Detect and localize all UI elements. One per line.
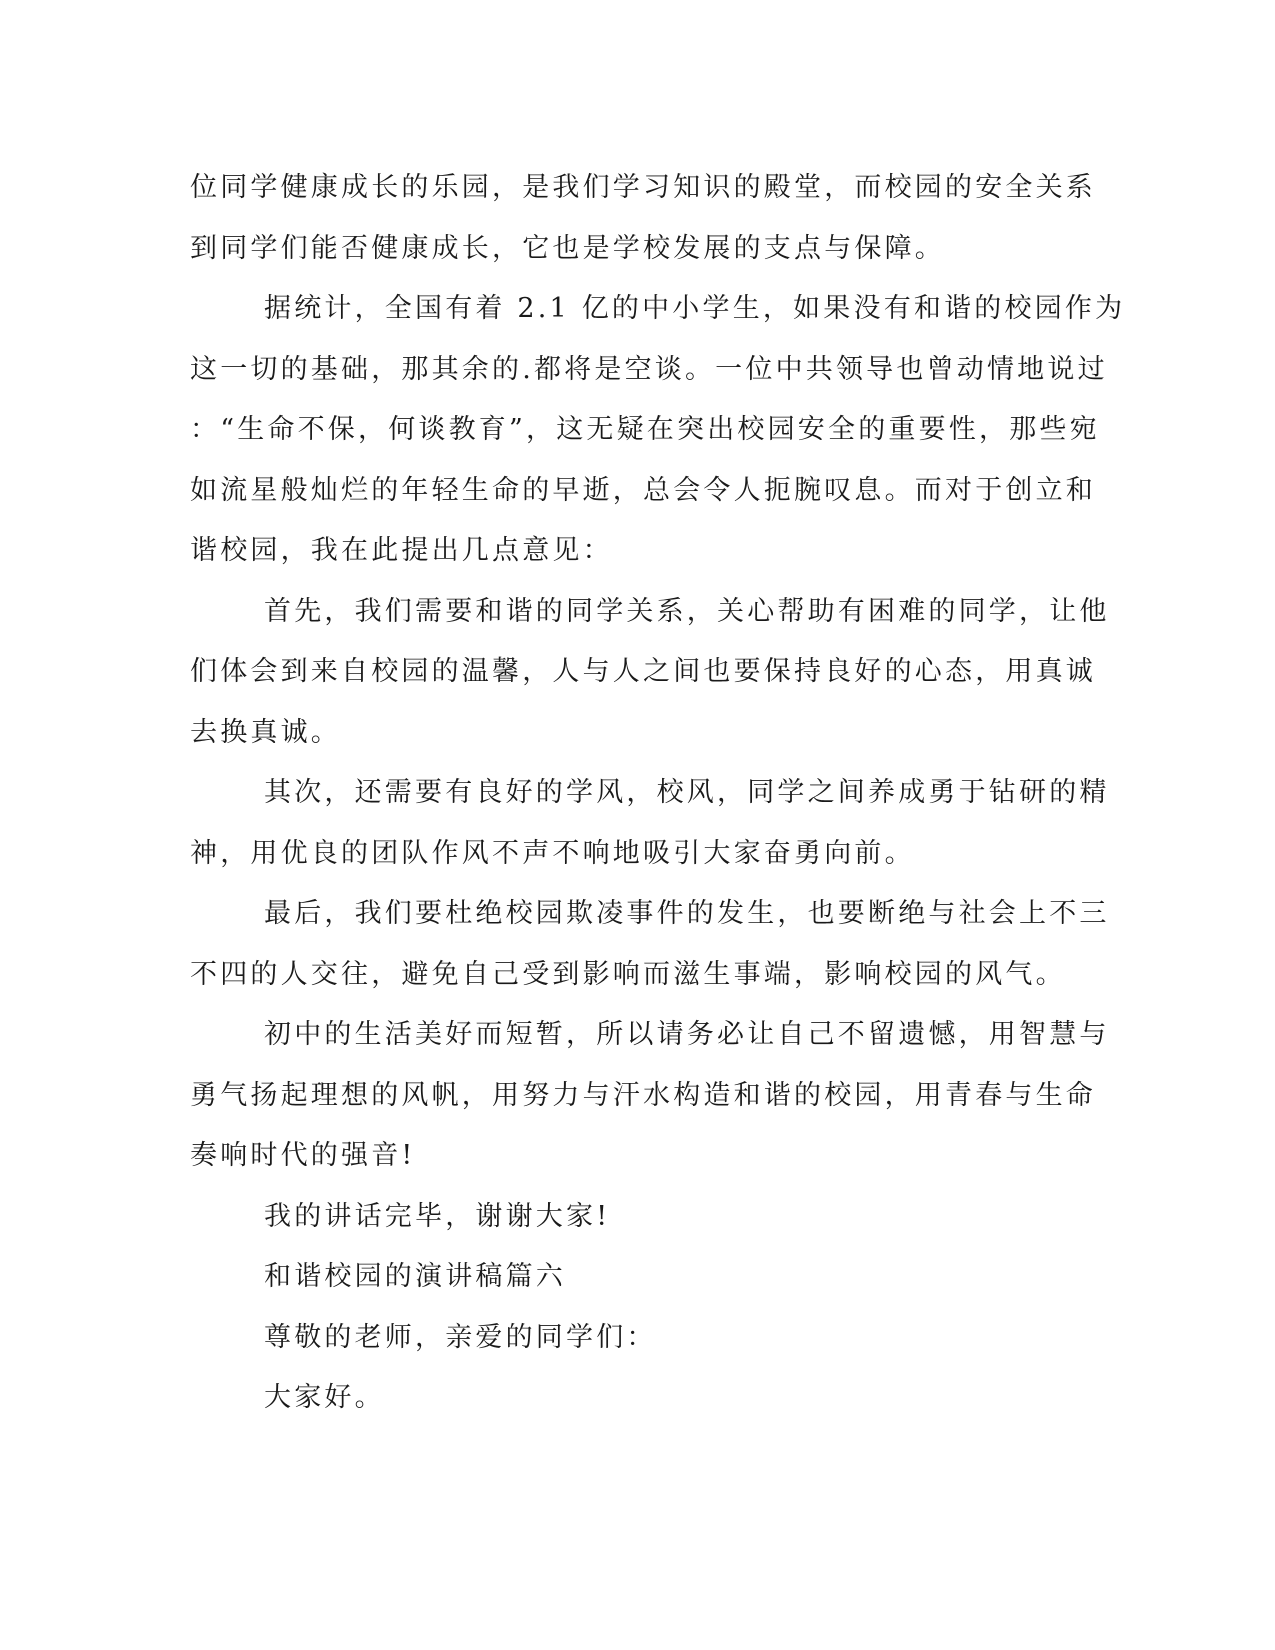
text-line: 谐校园，我在此提出几点意见：	[190, 535, 613, 566]
text-line: 这一切的基础，那其余的.都将是空谈。一位中共领导也曾动情地说过	[190, 353, 1108, 385]
paragraph-start-line: 最后，我们要杜绝校园欺凌事件的发生，也要断绝与社会上不三	[264, 898, 1110, 929]
text-line: 如流星般灿烂的年轻生命的早逝，总会令人扼腕叹息。而对于创立和	[190, 474, 1096, 506]
paragraph-start-line: 首先，我们需要和谐的同学关系，关心帮助有困难的同学，让他	[264, 595, 1110, 627]
greeting-line: 大家好。	[264, 1382, 385, 1413]
salutation-line: 尊敬的老师，亲爱的同学们：	[264, 1321, 657, 1353]
paragraph-start-line: 据统计，全国有着 2.1 亿的中小学生，如果没有和谐的校园作为	[264, 293, 1126, 324]
text-line: 到同学们能否健康成长，它也是学校发展的支点与保障。	[190, 232, 945, 264]
text-line: 们体会到来自校园的温馨，人与人之间也要保持良好的心态，用真诚	[190, 656, 1096, 687]
closing-remark-line: 我的讲话完毕，谢谢大家!	[264, 1200, 611, 1232]
text-line: 位同学健康成长的乐园，是我们学习知识的殿堂，而校园的安全关系	[190, 172, 1096, 203]
text-line: 勇气扬起理想的风帆，用努力与汗水构造和谐的校园，用青春与生命	[190, 1079, 1096, 1111]
speech-body-text	[190, 158, 1126, 1429]
paragraph-start-line: 初中的生活美好而短暂，所以请务必让自己不留遗憾，用智慧与	[264, 1019, 1110, 1050]
text-line: 神，用优良的团队作风不声不响地吸引大家奋勇向前。	[190, 837, 915, 869]
text-line: ：“生命不保，何谈教育”，这无疑在突出校园安全的重要性，那些宛	[190, 414, 1100, 445]
speech-title-line: 和谐校园的演讲稿篇六	[264, 1261, 566, 1292]
text-line: 去换真诚。	[190, 716, 341, 748]
paragraph-start-line: 其次，还需要有良好的学风，校风，同学之间养成勇于钻研的精	[264, 777, 1110, 808]
text-line: 奏响时代的强音!	[190, 1140, 416, 1171]
text-line: 不四的人交往，避免自己受到影响而滋生事端，影响校园的风气。	[190, 958, 1066, 990]
